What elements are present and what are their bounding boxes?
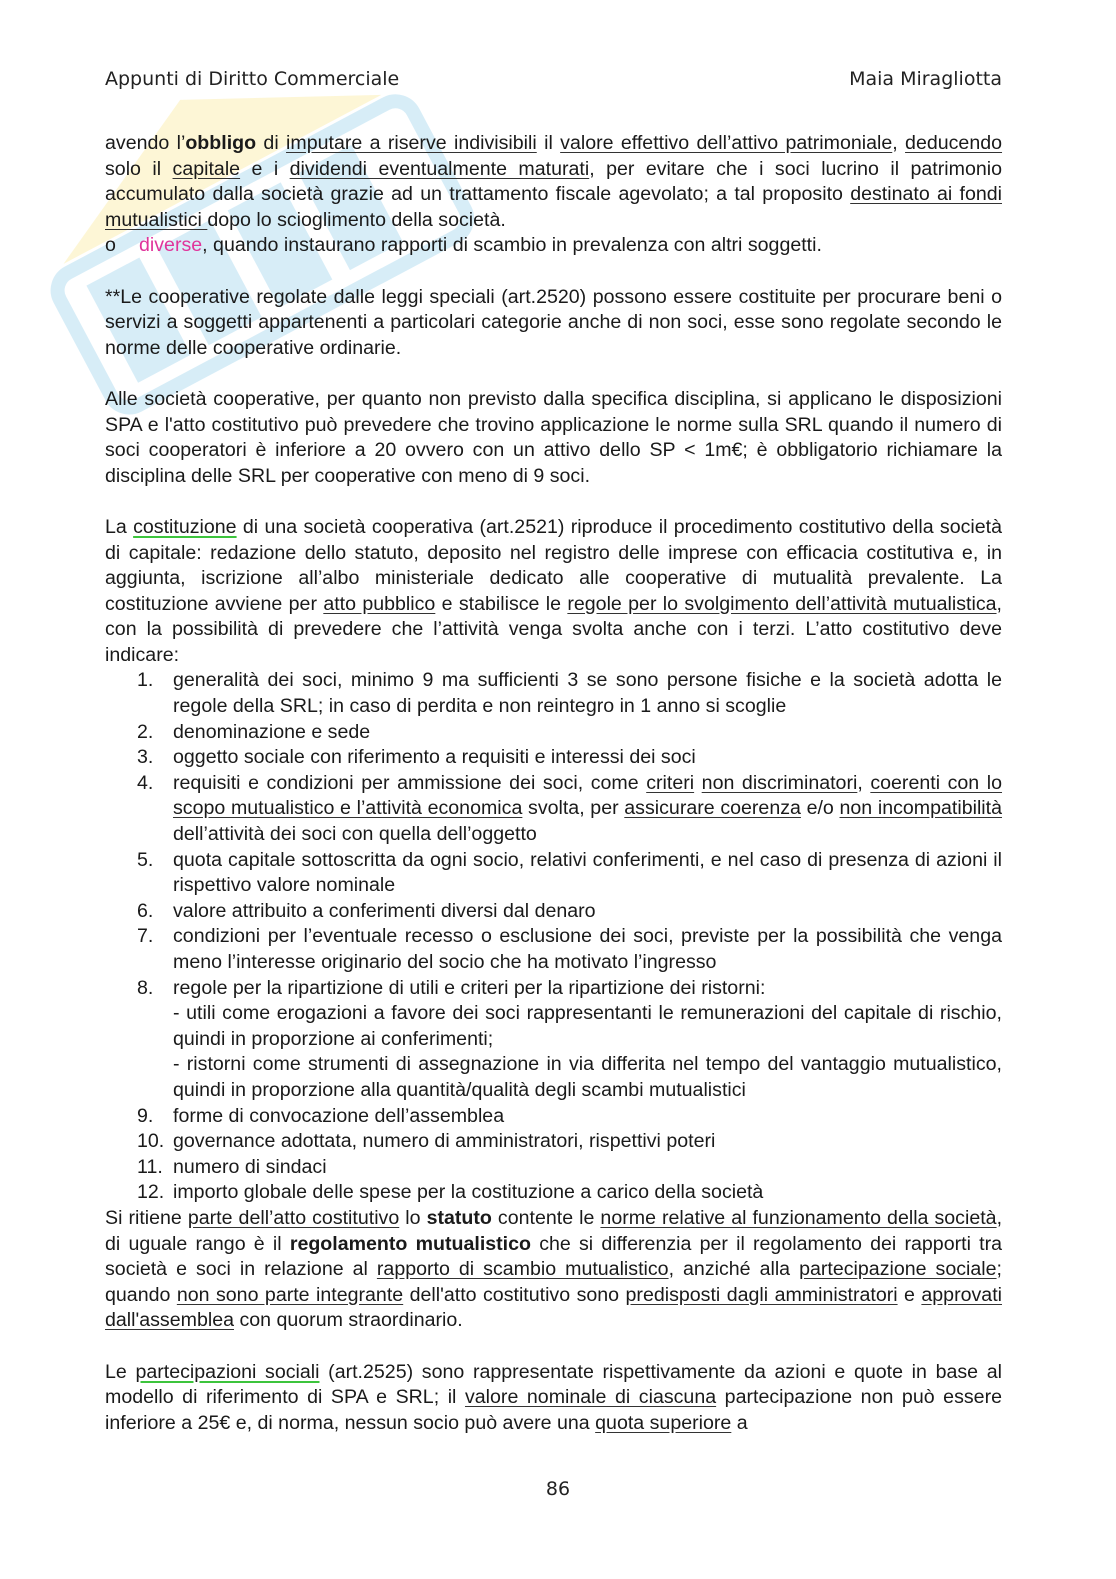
list-item: 12. importo globale delle spese per la costituzione a carico della società xyxy=(137,1181,764,1204)
list-item: 11. numero di sindaci xyxy=(137,1155,327,1178)
paragraph-1: avendo l’obbligo di imputare a riserve indivisibili il valore effettivo dell’attivo patrimoniale, deducendo solo il capitale e i dividendi eventualmente maturati, per evitare che i soci lucrino il patrimonio accumulato dalla società grazie ad un trattamento fiscale agevolato; a tal proposito destinato ai fondi mutualistici dopo lo scioglimento della società. xyxy=(105,132,1003,231)
requirements-list xyxy=(105,668,1002,1205)
paragraph-4: La costituzione di una società cooperativa (art.2521) riproduce il procedimento costitutivo della società di capitale: redazione dello statuto, deposito nel registro delle imprese con efficacia costitutiva e, in aggiunta, iscrizione all’albo ministeriale dedicato alle cooperative di mutualità prevalente. La costituzione avviene per atto pubblico e stabilisce le regole per lo svolgimento dell’attività mutualistica, con la possibilità di prevedere che l’attività venga svolta anche con i terzi. L’atto costitutivo deve indicare: xyxy=(105,515,1002,666)
page-body xyxy=(105,131,1002,1436)
list-item: 7. condizioni per l’eventuale recesso o esclusione dei soci, previste per la possibilità che venga meno l’interesse originario del socio che ha motivato l’ingresso xyxy=(137,925,1002,973)
paragraph-5: Si ritiene parte dell’atto costitutivo lo statuto contente le norme relative al funzionamento della società, di uguale rango è il regolamento mutualistico che si differenzia per il regolamento dei rapporti tra società e soci in relazione al rapporto di scambio mutualistico, anziché alla partecipazione sociale; quando non sono parte integrante dell'atto costitutivo sono predisposti dagli amministratori e approvati dall'assemblea con quorum straordinario. xyxy=(105,1206,1003,1332)
list-item: 4. requisiti e condizioni per ammissione dei soci, come criteri non discriminatori, coerenti con lo scopo mutualistico e l’attività economica svolta, per assicurare coerenza e/o non incompatibilità dell’attività dei soci con quella dell’oggetto xyxy=(137,771,1003,846)
header-author: Maia Miragliotta xyxy=(849,68,1002,90)
paragraph-6: Le partecipazioni sociali (art.2525) sono rappresentate rispettivamente da azioni e quote in base al modello di riferimento di SPA e SRL; il valore nominale di ciascuna partecipazione non può essere inferiore a 25€ e, di norma, nessun socio può avere una quota superiore a xyxy=(105,1360,1002,1434)
list-item: 9. forme di convocazione dell’assemblea xyxy=(137,1104,505,1127)
list-item: 6. valore attribuito a conferimenti diversi dal denaro xyxy=(137,899,596,922)
list-item: 10. governance adottata, numero di amministratori, rispettivi poteri xyxy=(137,1130,716,1153)
page-header xyxy=(105,68,1002,90)
page-number: 86 xyxy=(545,1478,571,1500)
list-item: 8. regole per la ripartizione di utili e criteri per la ripartizione dei ristorni: - utili come erogazioni a favore dei soci rappresentanti le remunerazioni del capitale di rischio, quindi in proporzione ai conferimenti; - ristorni come strumenti di assegnazione in via differita nel tempo del vantaggio mutualistico, quindi in proporzione alla quantità/qualità degli scambi mutualistici xyxy=(137,976,1002,1101)
list-item: 2. denominazione e sede xyxy=(137,720,371,743)
list-item: 5. quota capitale sottoscritta da ogni socio, relativi conferimenti, e nel caso di presenza di azioni il rispettivo valore nominale xyxy=(137,848,1002,897)
list-item: 1. generalità dei soci, minimo 9 ma sufficienti 3 se sono persone fisiche e la società adotta le regole della SRL; in caso di perdita e non reintegro in 1 anno si scoglie xyxy=(137,669,1002,718)
bullet-item-diverse: o diverse, quando instaurano rapporti di scambio in prevalenza con altri soggetti. xyxy=(105,233,1002,259)
paragraph-3: Alle società cooperative, per quanto non previsto dalla specifica disciplina, si applicano le disposizioni SPA e l'atto costitutivo può prevedere che trovino applicazione le norme sulla SRL quando il numero di soci cooperatori è inferiore a 20 ovvero con un attivo dello SP < 1m€; è obbligatorio richiamare la disciplina delle SRL per cooperative con meno di 9 soci. xyxy=(105,387,1002,487)
header-title: Appunti di Diritto Commerciale xyxy=(105,68,400,90)
bullet-mark: o xyxy=(105,234,116,257)
list-item: 3. oggetto sociale con riferimento a requisiti e interessi dei soci xyxy=(137,746,696,769)
paragraph-2: **Le cooperative regolate dalle leggi speciali (art.2520) possono essere costituite per procurare beni o servizi a soggetti appartenenti a particolari categorie anche di non soci, esse sono regolate secondo le norme delle cooperative ordinarie. xyxy=(105,285,1002,359)
